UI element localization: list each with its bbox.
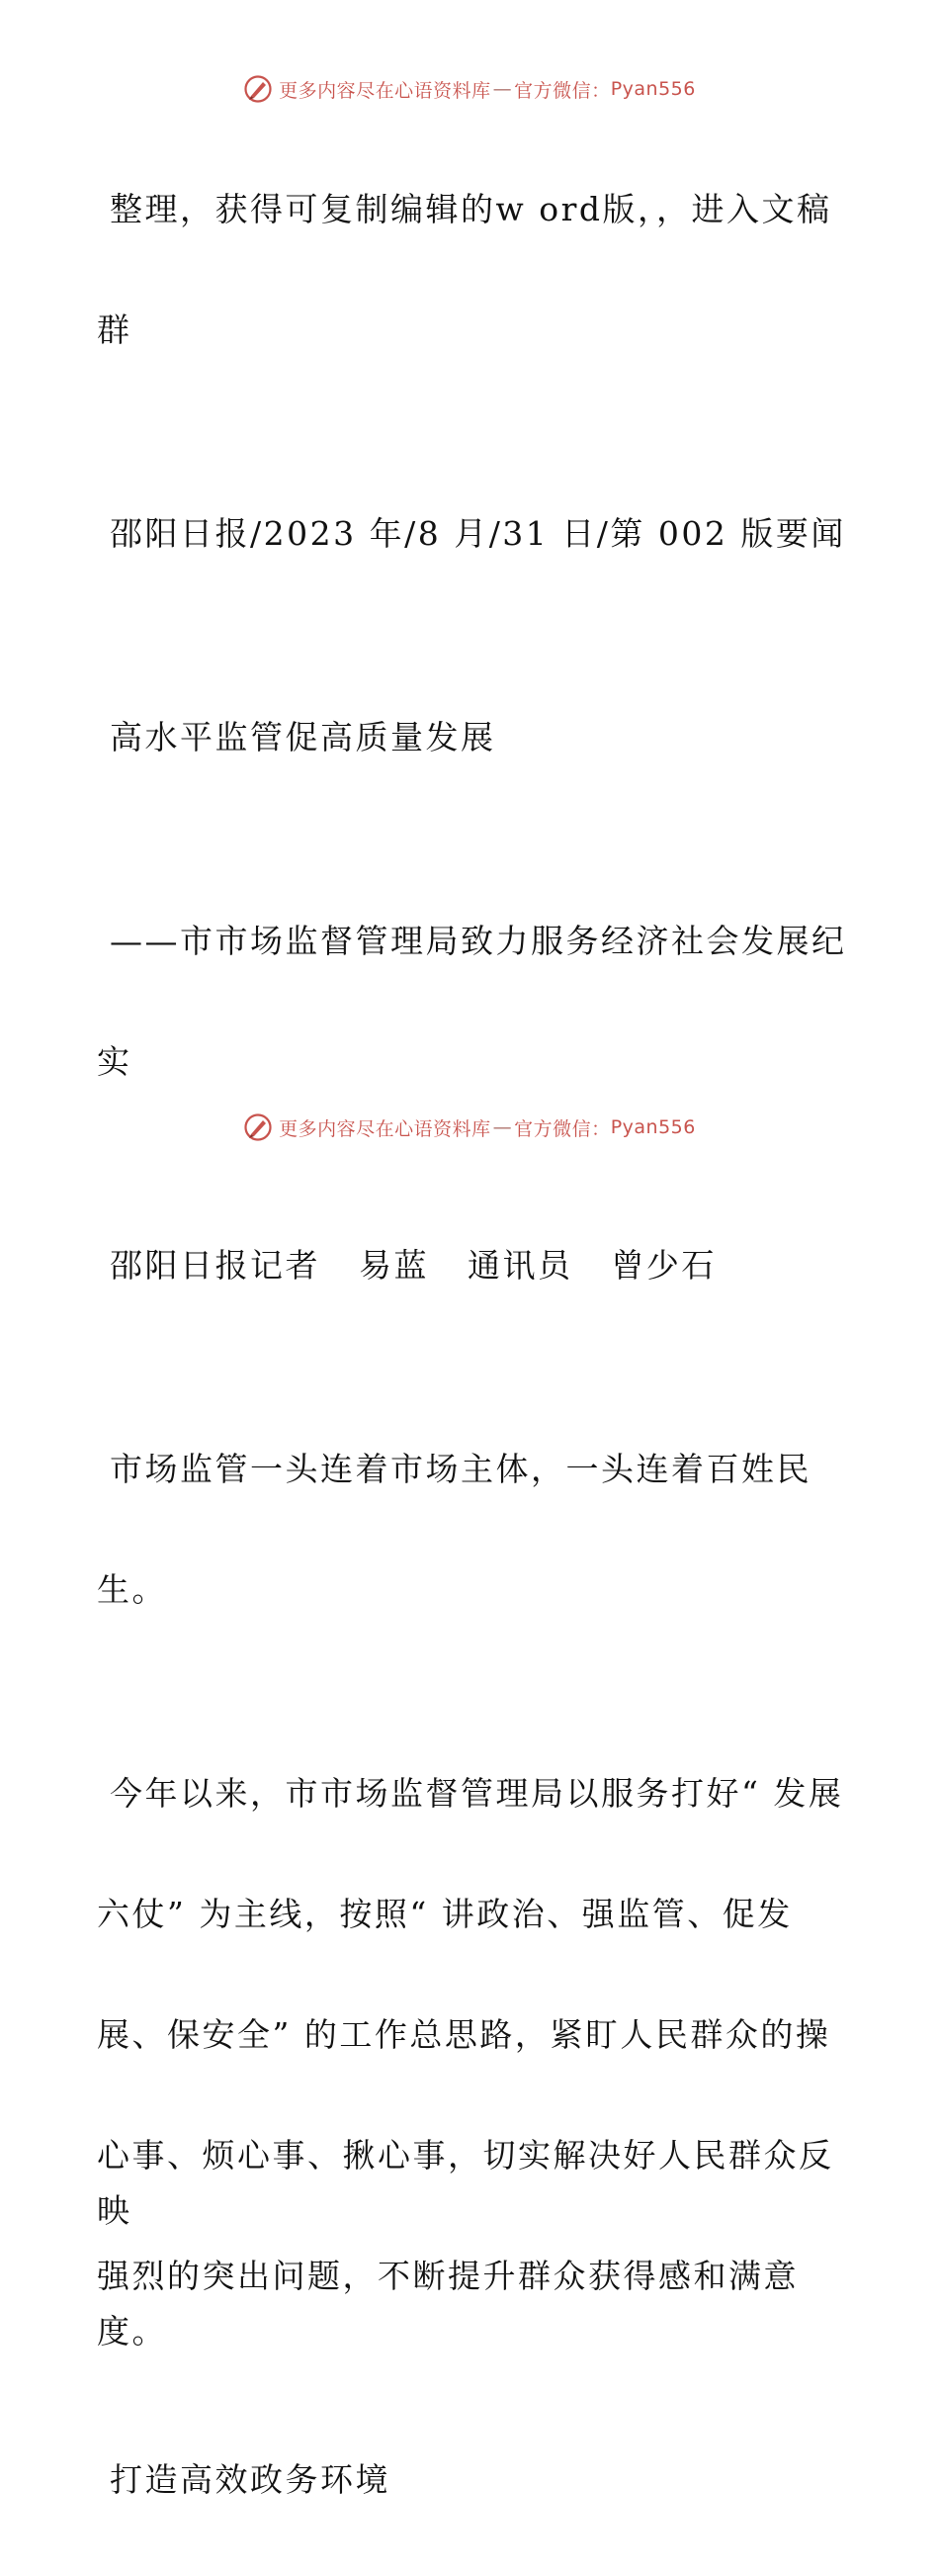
text-line: 市场监管一头连着市场主体，一头连着百姓民 [97,1450,811,1488]
wechat-id: Pyan556 [610,1116,696,1138]
watermark-separator: — [492,1116,513,1138]
text-line: 六仗” 为主线，按照“ 讲政治、强监管、促发 [97,1895,793,1933]
text-line: 强烈的突出问题，不断提升群众获得感和满意度。 [97,2257,799,2351]
byline [97,1173,858,1359]
text-line: 群 [97,311,132,349]
wechat-label: 官方微信： [514,79,611,102]
text-line: ——市市场监督管理局致力服务经济社会发展纪 [97,922,847,960]
wechat-label: 官方微信： [514,1117,611,1140]
wechat-id: Pyan556 [610,78,696,100]
section-heading [97,2387,858,2573]
text-line: 整理，获得可复制编辑的w ord版，，进入文稿 [97,190,832,228]
watermark-banner-bottom [0,1108,939,1147]
text-line: 今年以来，市市场监督管理局以服务打好“ 发展 [97,1774,844,1813]
lead-paragraph [97,1377,858,1683]
watermark-banner-top [0,69,939,109]
body-paragraph [97,1701,858,2369]
document-body [97,117,858,2573]
text-line: 生。 [97,1570,167,1609]
watermark-text: 更多内容尽在心语资料库 [279,79,491,102]
text-line: 邵阳日报记者 易蓝 通讯员 曾少石 [97,1246,717,1285]
source-line [97,441,858,627]
text-line: 打造高效政务环境 [97,2460,390,2499]
text-line: 心事、烦心事、揪心事，切实解决好人民群众反映 [97,2136,834,2230]
text-line: 展、保安全” 的工作总思路，紧盯人民群众的操 [97,2015,831,2054]
text-line: 邵阳日报/2023 年/8 月/31 日/第 002 版要闻 [97,514,846,553]
intro-paragraph [97,117,858,423]
watermark-text: 更多内容尽在心语资料库 [279,1117,491,1140]
pen-logo-icon [243,1112,273,1142]
pen-logo-icon [243,74,273,104]
headline [97,645,858,831]
text-line: 实 [97,1042,132,1081]
text-line: 高水平监管促高质量发展 [97,718,496,756]
watermark-separator: — [492,78,513,100]
